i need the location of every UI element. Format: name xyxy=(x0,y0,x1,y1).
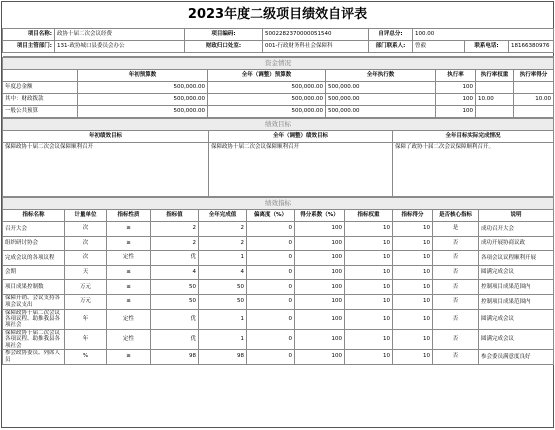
indicator-unit: 年 xyxy=(65,309,107,329)
evaluation-form xyxy=(1,1,554,428)
indicator-core: 否 xyxy=(433,350,479,365)
indicator-nature: 定性 xyxy=(107,329,151,349)
funds-score: 10.00 xyxy=(514,94,554,106)
indicator-row xyxy=(3,236,554,251)
contact-value: 曾毅 xyxy=(413,41,465,53)
indicator-actual: 1 xyxy=(199,251,247,266)
indicator-score: 10 xyxy=(393,265,433,280)
indicator-name: 保障政协十届二次会议各项议程、助推我县各项社会 xyxy=(3,329,65,349)
indicator-deviation: 0 xyxy=(247,294,295,309)
indicator-name: 完成会议的各项议程 xyxy=(3,251,65,266)
indicator-core: 否 xyxy=(433,329,479,349)
indicator-actual: 2 xyxy=(199,236,247,251)
indicator-weight: 10 xyxy=(345,329,393,349)
adjusted-target: 保障政协十届二次会议保障顺利召开 xyxy=(209,143,393,197)
indicator-name: 召开大会 xyxy=(3,222,65,237)
indicator-actual: 98 xyxy=(199,350,247,365)
indicator-note: 各项会议议程顺利开展 xyxy=(479,251,554,266)
indicator-note: 成功召开大会 xyxy=(479,222,554,237)
indicator-name: 保障政协十届二次会议各项议程、助推我县各项社会 xyxy=(3,309,65,329)
funds-initial: 500,000.00 xyxy=(78,94,208,106)
actual-completion: 保障了政协十届二次会议保障顺利召开。 xyxy=(393,143,554,197)
indicator-weight: 10 xyxy=(345,222,393,237)
indicator-weight: 10 xyxy=(345,280,393,295)
finance-value: 001-行政财务科社会保障科 xyxy=(263,41,369,53)
funds-table xyxy=(2,57,554,118)
indicator-target: 优 xyxy=(151,329,199,349)
indicator-weight: 10 xyxy=(345,350,393,365)
funds-header: 执行率得分 xyxy=(514,70,554,82)
funds-rate: 100 xyxy=(436,82,476,94)
indicator-coefficient: 100 xyxy=(295,251,345,266)
funds-executed: 500,000.00 xyxy=(326,82,436,94)
indicator-deviation: 0 xyxy=(247,222,295,237)
funds-initial: 500,000.00 xyxy=(78,106,208,118)
indicator-weight: 10 xyxy=(345,294,393,309)
funds-section-title: 资金情况 xyxy=(3,58,554,70)
indicator-coefficient: 100 xyxy=(295,329,345,349)
indicator-target: 优 xyxy=(151,309,199,329)
indicator-row xyxy=(3,309,554,329)
project-name-value: 政协十届二次会议经费 xyxy=(55,29,185,41)
funds-header: 执行率权重 xyxy=(476,70,514,82)
indicator-header: 全年完成值 xyxy=(199,210,247,222)
indicator-score: 10 xyxy=(393,222,433,237)
dept-label: 项目主管部门: xyxy=(3,41,55,53)
targets-table xyxy=(2,118,554,197)
indicator-score: 10 xyxy=(393,294,433,309)
indicator-nature: ≤ xyxy=(107,294,151,309)
indicator-score: 10 xyxy=(393,280,433,295)
indicator-nature: ≤ xyxy=(107,280,151,295)
funds-rate: 100 xyxy=(436,94,476,106)
indicator-unit: 天 xyxy=(65,265,107,280)
indicator-note: 控制项目成果范围内 xyxy=(479,294,554,309)
indicator-header: 指标得分 xyxy=(393,210,433,222)
indicator-core: 是 xyxy=(433,222,479,237)
indicator-header: 偏离度（%） xyxy=(247,210,295,222)
indicator-header: 指标值 xyxy=(151,210,199,222)
funds-weight xyxy=(476,82,514,94)
phone-value: 18166380976 xyxy=(509,41,554,53)
indicator-unit: 万元 xyxy=(65,294,107,309)
indicator-unit: 次 xyxy=(65,251,107,266)
targets-header: 年初绩效目标 xyxy=(3,131,209,143)
funds-rate: 100 xyxy=(436,106,476,118)
funds-weight: 10.00 xyxy=(476,94,514,106)
indicator-note: 控制项目成果范围内 xyxy=(479,280,554,295)
indicator-core: 否 xyxy=(433,294,479,309)
initial-target: 保障政协十届二次会议保障顺利召开 xyxy=(3,143,209,197)
funds-adjusted: 500,000.00 xyxy=(208,94,326,106)
indicator-deviation: 0 xyxy=(247,251,295,266)
indicator-actual: 1 xyxy=(199,329,247,349)
indicator-row xyxy=(3,329,554,349)
indicator-weight: 10 xyxy=(345,309,393,329)
indicator-coefficient: 100 xyxy=(295,280,345,295)
indicator-row xyxy=(3,280,554,295)
indicator-actual: 50 xyxy=(199,280,247,295)
indicator-unit: 次 xyxy=(65,236,107,251)
indicator-coefficient: 100 xyxy=(295,222,345,237)
funds-row xyxy=(3,82,554,94)
score-value: 100.00 xyxy=(413,29,554,41)
funds-header: 年初预算数 xyxy=(78,70,208,82)
indicator-nature: 定性 xyxy=(107,309,151,329)
indicator-target: 50 xyxy=(151,294,199,309)
indicator-score: 10 xyxy=(393,329,433,349)
indicator-score: 10 xyxy=(393,309,433,329)
targets-header: 全年（调整）绩效目标 xyxy=(209,131,393,143)
funds-row-label: 年度总金额 xyxy=(3,82,78,94)
indicator-deviation: 0 xyxy=(247,265,295,280)
project-name-label: 项目名称: xyxy=(3,29,55,41)
form-title: 2023年度二级项目绩效自评表 xyxy=(187,7,368,22)
indicator-coefficient: 100 xyxy=(295,350,345,365)
indicator-header: 指标名称 xyxy=(3,210,65,222)
indicator-header: 指标权重 xyxy=(345,210,393,222)
indicator-coefficient: 100 xyxy=(295,236,345,251)
indicator-coefficient: 100 xyxy=(295,294,345,309)
indicator-target: 98 xyxy=(151,350,199,365)
score-label: 自评总分: xyxy=(369,29,413,41)
indicator-row xyxy=(3,350,554,365)
indicator-deviation: 0 xyxy=(247,350,295,365)
dept-value: 131-政协城口县委员会办公 xyxy=(55,41,185,53)
indicator-actual: 1 xyxy=(199,309,247,329)
funds-row-label: 一般公共预算 xyxy=(3,106,78,118)
contact-label: 部门联系人: xyxy=(369,41,413,53)
indicator-core: 否 xyxy=(433,309,479,329)
indicator-row xyxy=(3,294,554,309)
indicator-name: 参会政协委员、列席人员 xyxy=(3,350,65,365)
targets-header: 全年目标实际完成情况 xyxy=(393,131,554,143)
funds-header xyxy=(3,70,78,82)
indicator-nature: ≥ xyxy=(107,236,151,251)
indicator-name: 项目成果控制数 xyxy=(3,280,65,295)
targets-section-title: 绩效目标 xyxy=(3,119,554,131)
project-code-label: 项目编码: xyxy=(185,29,263,41)
indicator-score: 10 xyxy=(393,236,433,251)
funds-row xyxy=(3,106,554,118)
indicator-target: 优 xyxy=(151,251,199,266)
funds-executed: 500,000.00 xyxy=(326,106,436,118)
funds-executed: 500,000.00 xyxy=(326,94,436,106)
indicator-header: 指标性质 xyxy=(107,210,151,222)
indicator-deviation: 0 xyxy=(247,236,295,251)
indicator-nature: ≤ xyxy=(107,265,151,280)
indicator-note: 圆满完成会议 xyxy=(479,265,554,280)
indicator-weight: 10 xyxy=(345,265,393,280)
indicator-row xyxy=(3,251,554,266)
indicator-note: 参会委员满意度良好 xyxy=(479,350,554,365)
indicator-header: 计量单位 xyxy=(65,210,107,222)
indicator-row xyxy=(3,222,554,237)
indicator-core: 否 xyxy=(433,236,479,251)
indicator-target: 2 xyxy=(151,236,199,251)
indicator-core: 否 xyxy=(433,251,479,266)
indicator-nature: ≥ xyxy=(107,350,151,365)
indicator-unit: 次 xyxy=(65,222,107,237)
indicator-target: 50 xyxy=(151,280,199,295)
spacer xyxy=(3,53,554,57)
indicator-coefficient: 100 xyxy=(295,265,345,280)
indicator-actual: 4 xyxy=(199,265,247,280)
funds-header: 执行率 xyxy=(436,70,476,82)
indicator-unit: % xyxy=(65,350,107,365)
finance-label: 财政归口处室: xyxy=(185,41,263,53)
indicator-deviation: 0 xyxy=(247,329,295,349)
indicator-weight: 10 xyxy=(345,251,393,266)
funds-adjusted: 500,000.00 xyxy=(208,82,326,94)
indicator-core: 否 xyxy=(433,265,479,280)
indicator-score: 10 xyxy=(393,350,433,365)
indicators-section-title: 绩效指标 xyxy=(3,198,554,210)
indicator-header: 得分系数（%） xyxy=(295,210,345,222)
indicator-target: 2 xyxy=(151,222,199,237)
indicator-core: 否 xyxy=(433,280,479,295)
indicator-header: 是否核心指标 xyxy=(433,210,479,222)
indicator-unit: 万元 xyxy=(65,280,107,295)
indicator-nature: ≥ xyxy=(107,222,151,237)
project-code-value: 5002282370000051540 xyxy=(263,29,369,41)
phone-label: 联系电话: xyxy=(465,41,509,53)
indicator-deviation: 0 xyxy=(247,309,295,329)
indicator-name: 组织研讨协会 xyxy=(3,236,65,251)
indicator-row xyxy=(3,265,554,280)
indicator-actual: 50 xyxy=(199,294,247,309)
indicator-actual: 2 xyxy=(199,222,247,237)
indicators-table xyxy=(2,197,554,365)
indicator-unit: 年 xyxy=(65,329,107,349)
project-info-table xyxy=(2,28,554,57)
funds-header: 全年执行数 xyxy=(326,70,436,82)
indicator-note: 圆满完成会议 xyxy=(479,309,554,329)
funds-row-label: 其中：财政拨款 xyxy=(3,94,78,106)
indicator-nature: 定性 xyxy=(107,251,151,266)
indicator-target: 4 xyxy=(151,265,199,280)
funds-row xyxy=(3,94,554,106)
funds-initial: 500,000.00 xyxy=(78,82,208,94)
funds-weight xyxy=(476,106,514,118)
funds-header: 全年（调整）预算数 xyxy=(208,70,326,82)
indicator-name: 会期 xyxy=(3,265,65,280)
funds-score xyxy=(514,106,554,118)
indicator-coefficient: 100 xyxy=(295,309,345,329)
indicator-note: 圆满完成会议 xyxy=(479,329,554,349)
indicator-score: 10 xyxy=(393,251,433,266)
funds-score xyxy=(514,82,554,94)
indicator-weight: 10 xyxy=(345,236,393,251)
indicator-header: 说明 xyxy=(479,210,554,222)
indicator-name: 保障开销、会议支持各项会议支出 xyxy=(3,294,65,309)
funds-adjusted: 500,000.00 xyxy=(208,106,326,118)
indicator-deviation: 0 xyxy=(247,280,295,295)
indicator-note: 成功开展协商议政 xyxy=(479,236,554,251)
